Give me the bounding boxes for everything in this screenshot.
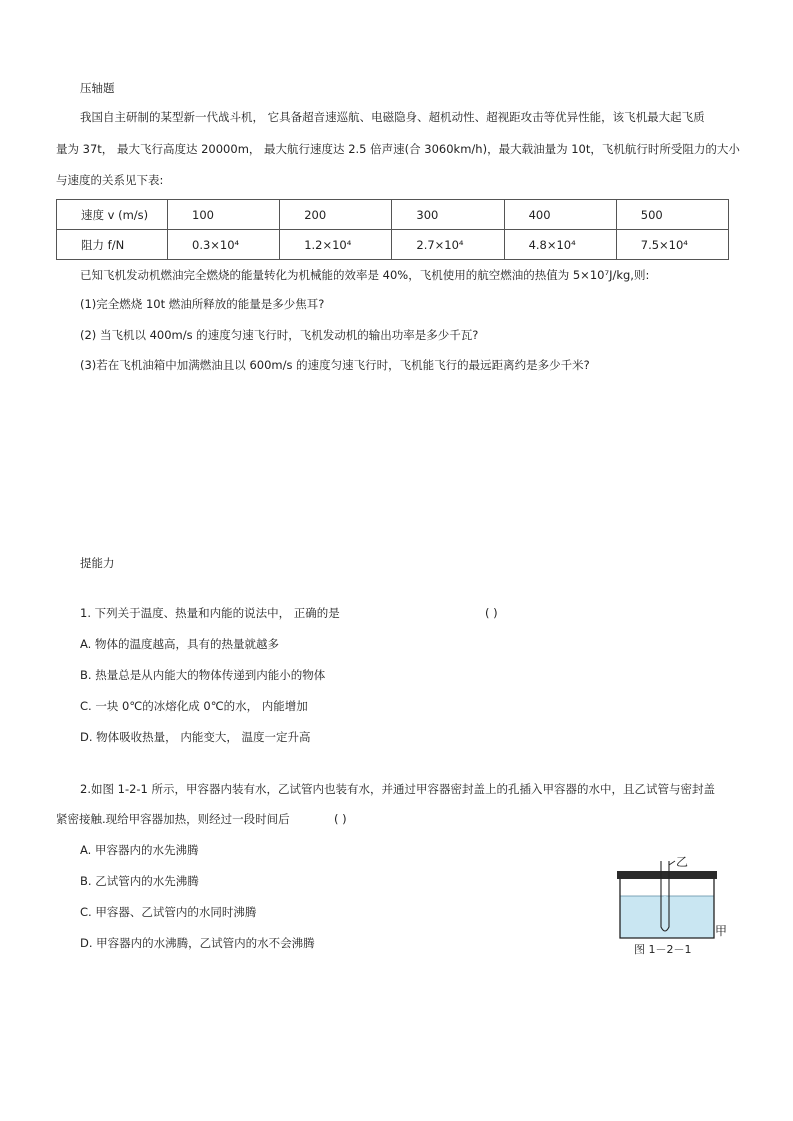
section-title-ability: 提能力 xyxy=(80,556,115,570)
intro-line-3: 与速度的关系见下表: xyxy=(56,173,164,187)
table-cell: 200 xyxy=(280,200,392,230)
container-lid xyxy=(617,871,717,879)
table-cell: 0.3×10⁴ xyxy=(168,230,280,260)
q1-option-a: A. 物体的温度越高，具有的热量就越多 xyxy=(80,637,279,651)
given-conditions: 已知飞机发动机燃油完全燃烧的能量转化为机械能的效率是 40%，飞机使用的航空燃油的热值为 5×10⁷J/kg,则: xyxy=(80,268,650,282)
q2-option-b: B. 乙试管内的水先沸腾 xyxy=(80,874,199,888)
q2-stem-line-2: 紧密接触.现给甲容器加热，则经过一段时间后 xyxy=(56,812,290,826)
table-cell: 7.5×10⁴ xyxy=(616,230,728,260)
figure-caption: 图 1－2－1 xyxy=(634,943,692,955)
q1-option-d: D. 物体吸收热量， 内能变大， 温度一定升高 xyxy=(80,730,311,744)
table-cell: 500 xyxy=(616,200,728,230)
q2-answer-bracket: ( ) xyxy=(334,812,347,826)
label-tube-yi: 乙 xyxy=(676,855,689,869)
intro-line-2: 量为 37t， 最大飞行高度达 20000m， 最大航行速度达 2.5 倍声速(合 3060km/h)，最大载油量为 10t，飞机航行时所受阻力的大小 xyxy=(56,142,740,156)
q2-stem-line-1: 2.如图 1-2-1 所示，甲容器内装有水，乙试管内也装有水，并通过甲容器密封盖上的孔插入甲容器的水中，且乙试管与密封盖 xyxy=(80,782,716,796)
tube-water xyxy=(662,896,669,930)
table-header-speed: 速度 v (m/s) xyxy=(57,200,168,230)
question-3: (3)若在飞机油箱中加满燃油且以 600m/s 的速度匀速飞行时，飞机能飞行的最远距离约是多少千米? xyxy=(80,358,590,372)
question-1: (1)完全燃烧 10t 燃油所释放的能量是多少焦耳? xyxy=(80,297,325,311)
intro-line-1: 我国自主研制的某型新一代战斗机， 它具备超音速巡航、电磁隐身、超机动性、超视距攻击等优异性能，该飞机最大起飞质 xyxy=(80,110,705,124)
table-cell: 2.7×10⁴ xyxy=(392,230,504,260)
q2-option-c: C. 甲容器、乙试管内的水同时沸腾 xyxy=(80,905,257,919)
label-container-jia: 甲 xyxy=(715,924,728,938)
question-2: (2) 当飞机以 400m/s 的速度匀速飞行时，飞机发动机的输出功率是多少千瓦? xyxy=(80,328,479,342)
q1-option-c: C. 一块 0℃的冰熔化成 0℃的水， 内能增加 xyxy=(80,699,308,713)
table-header-resistance: 阻力 f/N xyxy=(57,230,168,260)
table-cell: 300 xyxy=(392,200,504,230)
table-cell: 100 xyxy=(168,200,280,230)
q2-option-d: D. 甲容器内的水沸腾，乙试管内的水不会沸腾 xyxy=(80,936,315,950)
speed-resistance-table xyxy=(56,199,729,260)
table-cell: 1.2×10⁴ xyxy=(280,230,392,260)
figure-container-test-tube xyxy=(614,855,732,955)
table-row-resistance xyxy=(57,230,729,260)
q1-option-b: B. 热量总是从内能大的物体传递到内能小的物体 xyxy=(80,668,326,682)
q2-option-a: A. 甲容器内的水先沸腾 xyxy=(80,843,199,857)
tube-label-pointer xyxy=(669,861,675,865)
q1-answer-bracket: ( ) xyxy=(485,606,498,620)
section-title-hard: 压轴题 xyxy=(80,81,115,95)
q1-stem: 1. 下列关于温度、热量和内能的说法中， 正确的是 xyxy=(80,606,340,620)
table-cell: 400 xyxy=(504,200,616,230)
table-cell: 4.8×10⁴ xyxy=(504,230,616,260)
table-row-speed xyxy=(57,200,729,230)
